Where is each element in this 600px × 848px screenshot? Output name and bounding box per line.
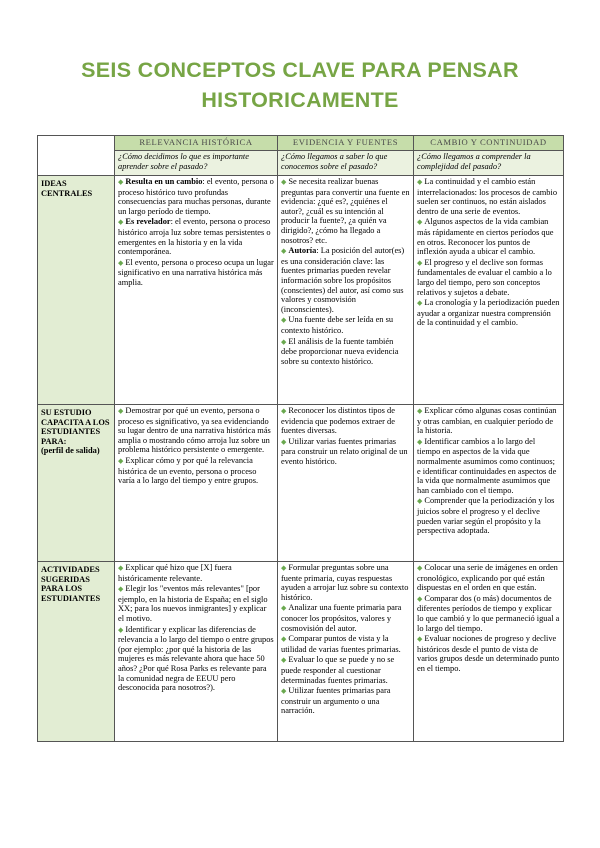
table-cell bbox=[414, 176, 564, 405]
bullet-icon: ◆ bbox=[281, 564, 287, 572]
list-item bbox=[417, 258, 560, 297]
table-cell bbox=[278, 176, 414, 405]
bullet-list bbox=[417, 406, 560, 536]
list-item bbox=[118, 177, 274, 216]
bullet-icon: ◆ bbox=[281, 337, 287, 346]
list-item-text: Evaluar lo que se puede y no se puede responder al cuestionar determinadas fuentes primarias. bbox=[281, 655, 395, 685]
list-item-text: Se necesita realizar buenas preguntas para convertir una fuente en evidencia: ¿qué es?, ¿quiénes el autor?, ¿cuál es su intención al producir la fuente?, ¿a quién va dirigido?, ¿cómo ha llegado a nosotros? etc. bbox=[281, 177, 410, 245]
list-item-text: El progreso y el declive son formas fundamentales de evaluar el cambio a lo largo del tiempo, pero son conceptos relativos y sujetos a debate. bbox=[417, 257, 552, 297]
list-item bbox=[417, 298, 560, 328]
title-line-2: HISTORICAMENTE bbox=[201, 88, 399, 112]
bullet-icon: ◆ bbox=[118, 456, 124, 465]
list-item-text: Comprender que la periodización y los juicios sobre el progreso y el declive pueden variar según el propósito y la perspectiva adoptada. bbox=[417, 496, 555, 536]
table-row bbox=[38, 176, 564, 405]
list-item-text: Explicar qué hizo que [X] fuera históricamente relevante. bbox=[118, 563, 232, 583]
title-line-1: SEIS CONCEPTOS CLAVE PARA PENSAR bbox=[81, 58, 519, 82]
list-item bbox=[281, 437, 410, 467]
column-question: ¿Cómo llegamos a saber lo que conocemos sobre el pasado? bbox=[278, 151, 414, 176]
bullet-icon: ◆ bbox=[281, 635, 287, 644]
table-cell bbox=[278, 562, 414, 742]
list-item bbox=[281, 563, 410, 602]
list-item-text: : el evento, persona o proceso histórico arroja luz sobre temas persistentes o emergentes en la historia y en la vida contemporánea. bbox=[118, 217, 271, 257]
list-item bbox=[281, 315, 410, 335]
list-item bbox=[281, 603, 410, 633]
list-item bbox=[281, 337, 410, 367]
list-item-text: Identificar cambios a lo largo del tiempo en aspectos de la vida que normalmente asumimos como continuos; e identificar continuidades en aspectos de la vida que normalmente asumimos que han cambiado con el tiempo. bbox=[417, 436, 557, 495]
bullet-icon: ◆ bbox=[118, 564, 124, 572]
bullet-list bbox=[281, 406, 410, 467]
list-item-text: Comparar puntos de vista y la utilidad de varias fuentes primarias. bbox=[281, 634, 401, 654]
bullet-list bbox=[281, 177, 410, 366]
list-item bbox=[417, 496, 560, 535]
bullet-icon: ◆ bbox=[281, 407, 287, 415]
list-item-text: La cronología y la periodización pueden ayudar a organizar nuestra comprensión de la continuidad y el cambio. bbox=[417, 298, 560, 328]
bullet-list bbox=[118, 406, 274, 486]
list-item-text: Reconocer los distintos tipos de evidencia que podemos extraer de fuentes diversas. bbox=[281, 406, 395, 436]
bullet-icon: ◆ bbox=[417, 407, 423, 415]
bullet-icon: ◆ bbox=[417, 178, 423, 186]
bullet-list bbox=[281, 563, 410, 716]
bullet-icon: ◆ bbox=[118, 258, 124, 267]
list-item-text: El análisis de la fuente también debe proporcionar nueva evidencia sobre su contexto histórico. bbox=[281, 336, 399, 366]
column-question: ¿Cómo decidimos lo que es importante aprender sobre el pasado? bbox=[115, 151, 278, 176]
bullet-list bbox=[417, 177, 560, 328]
list-item-text: Analizar una fuente primaria para conocer los propósitos, valores y cosmovisión del autor. bbox=[281, 603, 402, 633]
bullet-icon: ◆ bbox=[118, 585, 124, 594]
bullet-icon: ◆ bbox=[118, 178, 124, 186]
list-item-text: Algunos aspectos de la vida cambian más rápidamente en ciertos períodos que en otros. Reconocer los puntos de inflexión ayuda a ubicar el cambio. bbox=[417, 217, 554, 257]
table-row bbox=[38, 405, 564, 562]
list-item-text: Explicar cómo algunas cosas continúan y otras cambian, en cualquier período de la historia. bbox=[417, 406, 557, 436]
bullet-icon: ◆ bbox=[417, 299, 423, 308]
row-label-text: IDEAS CENTRALES bbox=[41, 179, 93, 198]
bullet-icon: ◆ bbox=[417, 437, 423, 446]
list-item bbox=[417, 594, 560, 633]
list-item bbox=[417, 177, 560, 216]
list-item-text: Utilizar varias fuentes primarias para construir un relato original de un evento histórico. bbox=[281, 436, 408, 466]
corner-cell bbox=[38, 136, 115, 176]
table-cell bbox=[414, 562, 564, 742]
list-item-text: : el evento, persona o proceso histórico tuvo profundas consecuencias para muchas personas, durante un largo período de tiempo. bbox=[118, 177, 274, 216]
bullet-icon: ◆ bbox=[417, 635, 423, 644]
bullet-icon: ◆ bbox=[281, 247, 287, 256]
list-item bbox=[281, 177, 410, 245]
bullet-list bbox=[417, 563, 560, 674]
list-item-text: El evento, persona o proceso ocupa un lugar significativo en una narrativa histórica más amplia. bbox=[118, 257, 274, 287]
bullet-icon: ◆ bbox=[417, 564, 423, 572]
row-sublabel: (perfil de salida) bbox=[41, 446, 100, 456]
table-cell bbox=[278, 405, 414, 562]
table-cell bbox=[115, 176, 278, 405]
row-label-text: ACTIVIDADES SUGERIDAS PARA LOS ESTUDIANTES bbox=[41, 565, 101, 603]
bullet-icon: ◆ bbox=[118, 625, 124, 634]
list-item bbox=[417, 437, 560, 496]
bullet-icon: ◆ bbox=[417, 497, 423, 506]
bullet-icon: ◆ bbox=[281, 316, 287, 325]
column-header: RELEVANCIA HISTÓRICA bbox=[115, 136, 278, 151]
table-cell bbox=[115, 562, 278, 742]
list-item bbox=[281, 634, 410, 654]
list-item-text: Elegir los "eventos más relevantes" [por ejemplo, en la historia de España; en el siglo XX; para los nuevos inmigrantes] y explicar el motivo. bbox=[118, 584, 268, 623]
list-item bbox=[118, 625, 274, 693]
row-label bbox=[38, 405, 115, 562]
table-cell bbox=[414, 405, 564, 562]
bullet-icon: ◆ bbox=[281, 687, 287, 696]
bullet-icon: ◆ bbox=[417, 258, 423, 267]
bullet-icon: ◆ bbox=[281, 178, 287, 186]
list-item bbox=[281, 406, 410, 436]
list-item-text: Colocar una serie de imágenes en orden cronológico, explicando por qué están dispuestas en el orden en que están. bbox=[417, 563, 558, 593]
list-item-text: Evaluar nociones de progreso y declive históricos desde el punto de vista de varios grupos desde un determinado punto en el tiempo. bbox=[417, 634, 560, 673]
row-label bbox=[38, 562, 115, 742]
list-item bbox=[417, 217, 560, 256]
list-item-text: Utilizar fuentes primarias para construir un argumento o una narración. bbox=[281, 686, 391, 716]
row-label bbox=[38, 176, 115, 405]
bullet-icon: ◆ bbox=[281, 437, 287, 446]
list-item-text: Formular preguntas sobre una fuente primaria, cuyas respuestas ayuden a arrojar luz sobre su contexto histórico. bbox=[281, 563, 409, 602]
bullet-list bbox=[118, 563, 274, 693]
list-item-text: Una fuente debe ser leída en su contexto histórico. bbox=[281, 315, 394, 335]
bullet-icon: ◆ bbox=[281, 604, 287, 613]
list-item bbox=[417, 563, 560, 593]
list-item bbox=[281, 686, 410, 716]
list-item bbox=[118, 563, 274, 583]
bullet-icon: ◆ bbox=[281, 656, 287, 665]
bold-term: Resulta en un cambio bbox=[125, 177, 203, 186]
list-item-text: Demostrar por qué un evento, persona o proceso es significativo, ya sea evidenciando su lugar dentro de una narrativa histórica más amplia o mostrando cómo arroja luz sobre un problema histórico persistente o emergente. bbox=[118, 406, 271, 455]
table-cell bbox=[115, 405, 278, 562]
list-item bbox=[417, 634, 560, 673]
list-item-text: Explicar cómo y por qué la relevancia histórica de un evento, persona o proceso varía a lo largo del tiempo y entre grupos. bbox=[118, 455, 259, 486]
bold-term: Autoría bbox=[288, 246, 317, 256]
list-item-text: : La posición del autor(es) es una consideración clave: las fuentes primarias pueden revelar información sobre los propósitos (conscientes) del autor, así como sus valores y cosmovisión (inconscientes). bbox=[281, 246, 405, 314]
list-item bbox=[281, 246, 410, 314]
bullet-icon: ◆ bbox=[417, 594, 423, 603]
document-title bbox=[0, 55, 600, 115]
list-item-text: La continuidad y el cambio están interrelacionados: los procesos de cambio suelen ser continuos, no están aislados dentro de una serie de eventos. bbox=[417, 177, 558, 216]
list-item bbox=[118, 584, 274, 623]
question-row bbox=[38, 151, 564, 176]
column-header: EVIDENCIA Y FUENTES bbox=[278, 136, 414, 151]
column-question: ¿Cómo llegamos a comprender la complejidad del pasado? bbox=[414, 151, 564, 176]
concepts-table bbox=[37, 135, 564, 742]
header-row bbox=[38, 136, 564, 151]
bullet-icon: ◆ bbox=[417, 218, 423, 227]
list-item bbox=[118, 258, 274, 288]
list-item bbox=[281, 655, 410, 685]
row-label-text: SU ESTUDIO CAPACITA A LOS ESTUDIANTES PARA: bbox=[41, 408, 110, 446]
table-row bbox=[38, 562, 564, 742]
bullet-icon: ◆ bbox=[118, 218, 124, 227]
bold-term: Es revelador bbox=[125, 217, 171, 227]
list-item bbox=[118, 456, 274, 486]
list-item-text: Comparar dos (o más) documentos de diferentes períodos de tiempo y explicar lo que cambió y lo que permaneció igual a lo largo del tiempo. bbox=[417, 593, 560, 633]
column-header: CAMBIO Y CONTINUIDAD bbox=[414, 136, 564, 151]
list-item bbox=[417, 406, 560, 436]
list-item bbox=[118, 406, 274, 455]
bullet-list bbox=[118, 177, 274, 288]
bullet-icon: ◆ bbox=[118, 407, 124, 415]
list-item-text: Identificar y explicar las diferencias de relevancia a lo largo del tiempo o entre grupos (por ejemplo: ¿por qué la historia de las mujeres es más relevante ahora que hace 50 años? ¿Por qué Rosa Parks es relevante para la comunidad negra de EEUU pero desconocida para nosotros?). bbox=[118, 624, 274, 693]
list-item bbox=[118, 217, 274, 256]
